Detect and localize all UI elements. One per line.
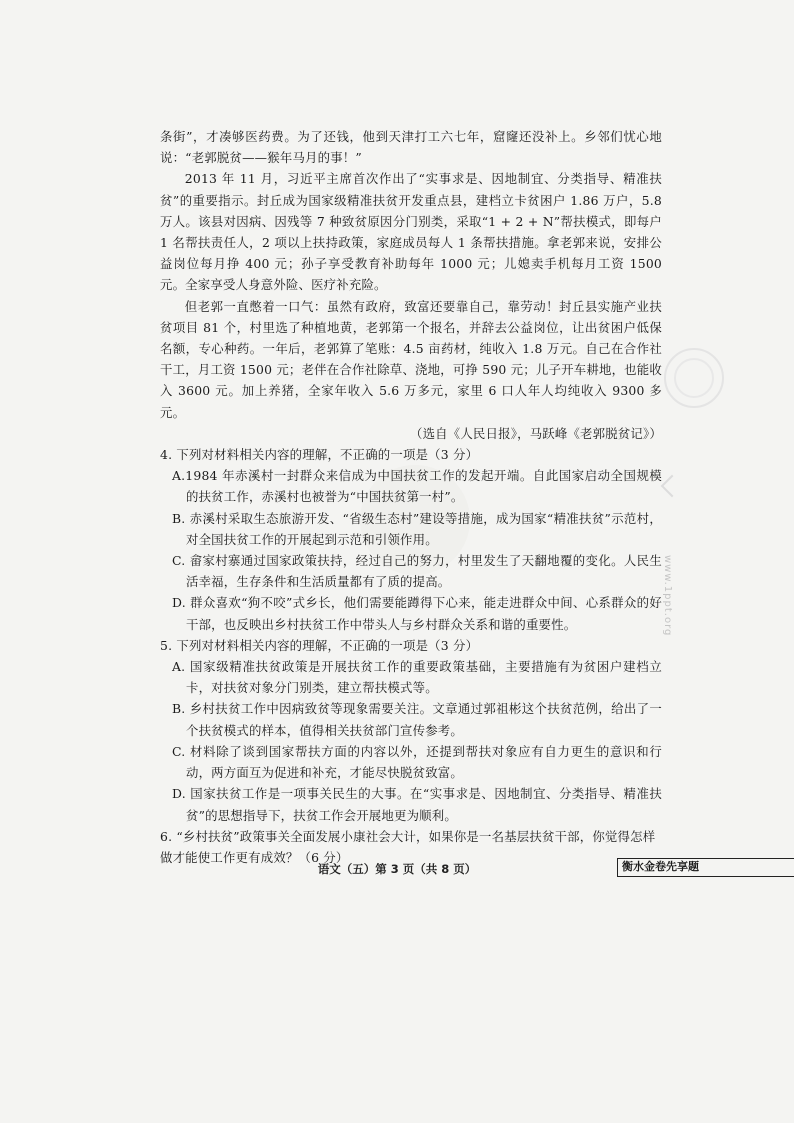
question-4 — [160, 444, 662, 635]
page-number-label: 语文（五）第 3 页（共 8 页） — [317, 862, 477, 876]
article-paragraph-1: 条街”，才凑够医药费。为了还钱，他到天津打工六七年，窟窿还没补上。乡邻们忧心地说：“老郭脱贫——猴年马月的事！” — [160, 129, 662, 166]
option-a: A. 国家级精准扶贫政策是开展扶贫工作的重要政策基础，主要措施有为贫困户建档立卡，对扶贫对象分门别类，建立帮扶模式等。 — [172, 659, 662, 696]
option-b: B. 乡村扶贫工作中因病致贫等现象需要关注。文章通过郭祖彬这个扶贫范例，给出了一个扶贫模式的样本，值得相关扶贫部门宣传参考。 — [172, 701, 662, 738]
seal-watermark-icon — [664, 348, 724, 408]
question-stem: 4. 下列对材料相关内容的理解，不正确的一项是（3 分） — [160, 447, 479, 463]
option-c: C. 材料除了谈到国家帮扶方面的内容以外，还提到帮扶对象应有自力更生的意识和行动，两方面互为促进和补充，才能尽快脱贫致富。 — [172, 743, 662, 781]
question-5 — [160, 635, 662, 826]
question-stem: 6. “乡村扶贫”政策事关全面发展小康社会大计，如果你是一名基层扶贫干部，你觉得怎样做才能使工作更有成效？（6 分） — [160, 828, 656, 865]
side-url-watermark: www.1ppt.org — [662, 555, 673, 637]
article-content — [160, 126, 662, 868]
option-c: C. 畲家村寨通过国家政策扶持，经过自己的努力，村里发生了天翻地覆的变化。人民生活幸福，生存条件和生活质量都有了质的提高。 — [172, 553, 662, 590]
question-stem: 5. 下列对材料相关内容的理解，不正确的一项是（3 分） — [160, 637, 479, 653]
article-source: （选自《人民日报》，马跃峰《老郭脱贫记》） — [409, 425, 662, 441]
article-paragraph-2: 2013 年 11 月，习近平主席首次作出了“实事求是、因地制宜、分类指导、精准扶贫”的重要指示。封丘成为国家级精准扶贫开发重点县，建档立卡贫困户 1.86 万户，5.8 万人。该县对因病、因残等 7 种致贫原因分门别类，采取“1 + 2 + N”帮扶模式，即每户 1 名帮扶责任人，2 项以上扶持政策，家庭成员每人 1 条帮扶措施。拿老郭来说，安排公益岗位每月挣 400 元；孙子享受教育补助每年 1000 元；儿媳卖手机每月工资 1500 元。全家享受人身意外险、医疗补充险。 — [160, 171, 662, 293]
option-a: A.1984 年赤溪村一封群众来信成为中国扶贫工作的发起开端。自此国家启动全国规模的扶贫工作，赤溪村也被誉为“中国扶贫第一村”。 — [172, 468, 662, 505]
option-b: B. 赤溪村采取生态旅游开发、“省级生态村”建设等措施，成为国家“精准扶贫”示范村，对全国扶贫工作的开展起到示范和引领作用。 — [172, 510, 662, 547]
option-d: D. 群众喜欢“狗不咬”式乡长，他们需要能蹲得下心来，能走进群众中间、心系群众的好干部，也反映出乡村扶贫工作中带头人与乡村群众关系和谐的重要性。 — [172, 595, 662, 632]
chevron-left-icon — [661, 475, 684, 498]
article-paragraph-3: 但老郭一直憋着一口气：虽然有政府，致富还要靠自己，靠劳动！封丘县实施产业扶贫项目 81 个，村里选了种植地黄，老郭第一个报名，并辞去公益岗位，让出贫困户低保名额，专心种药。一年后，老郭算了笔账：4.5 亩药材，纯收入 1.8 万元。自己在合作社干工，月工资 1500 元；老伴在合作社除草、浇地，可挣 590 元；儿子开车耕地，也能收入 3600 元。加上养猪，全家年收入 5.6 万多元，家里 6 口人年人均纯收入 9300 多元。 — [160, 298, 662, 420]
option-d: D. 国家扶贫工作是一项事关民生的大事。在“实事求是、因地制宜、分类指导、精准扶贫”的思想指导下，扶贫工作会开展地更为顺利。 — [172, 786, 662, 823]
brand-label: 衡水金卷先享题 — [617, 858, 794, 877]
